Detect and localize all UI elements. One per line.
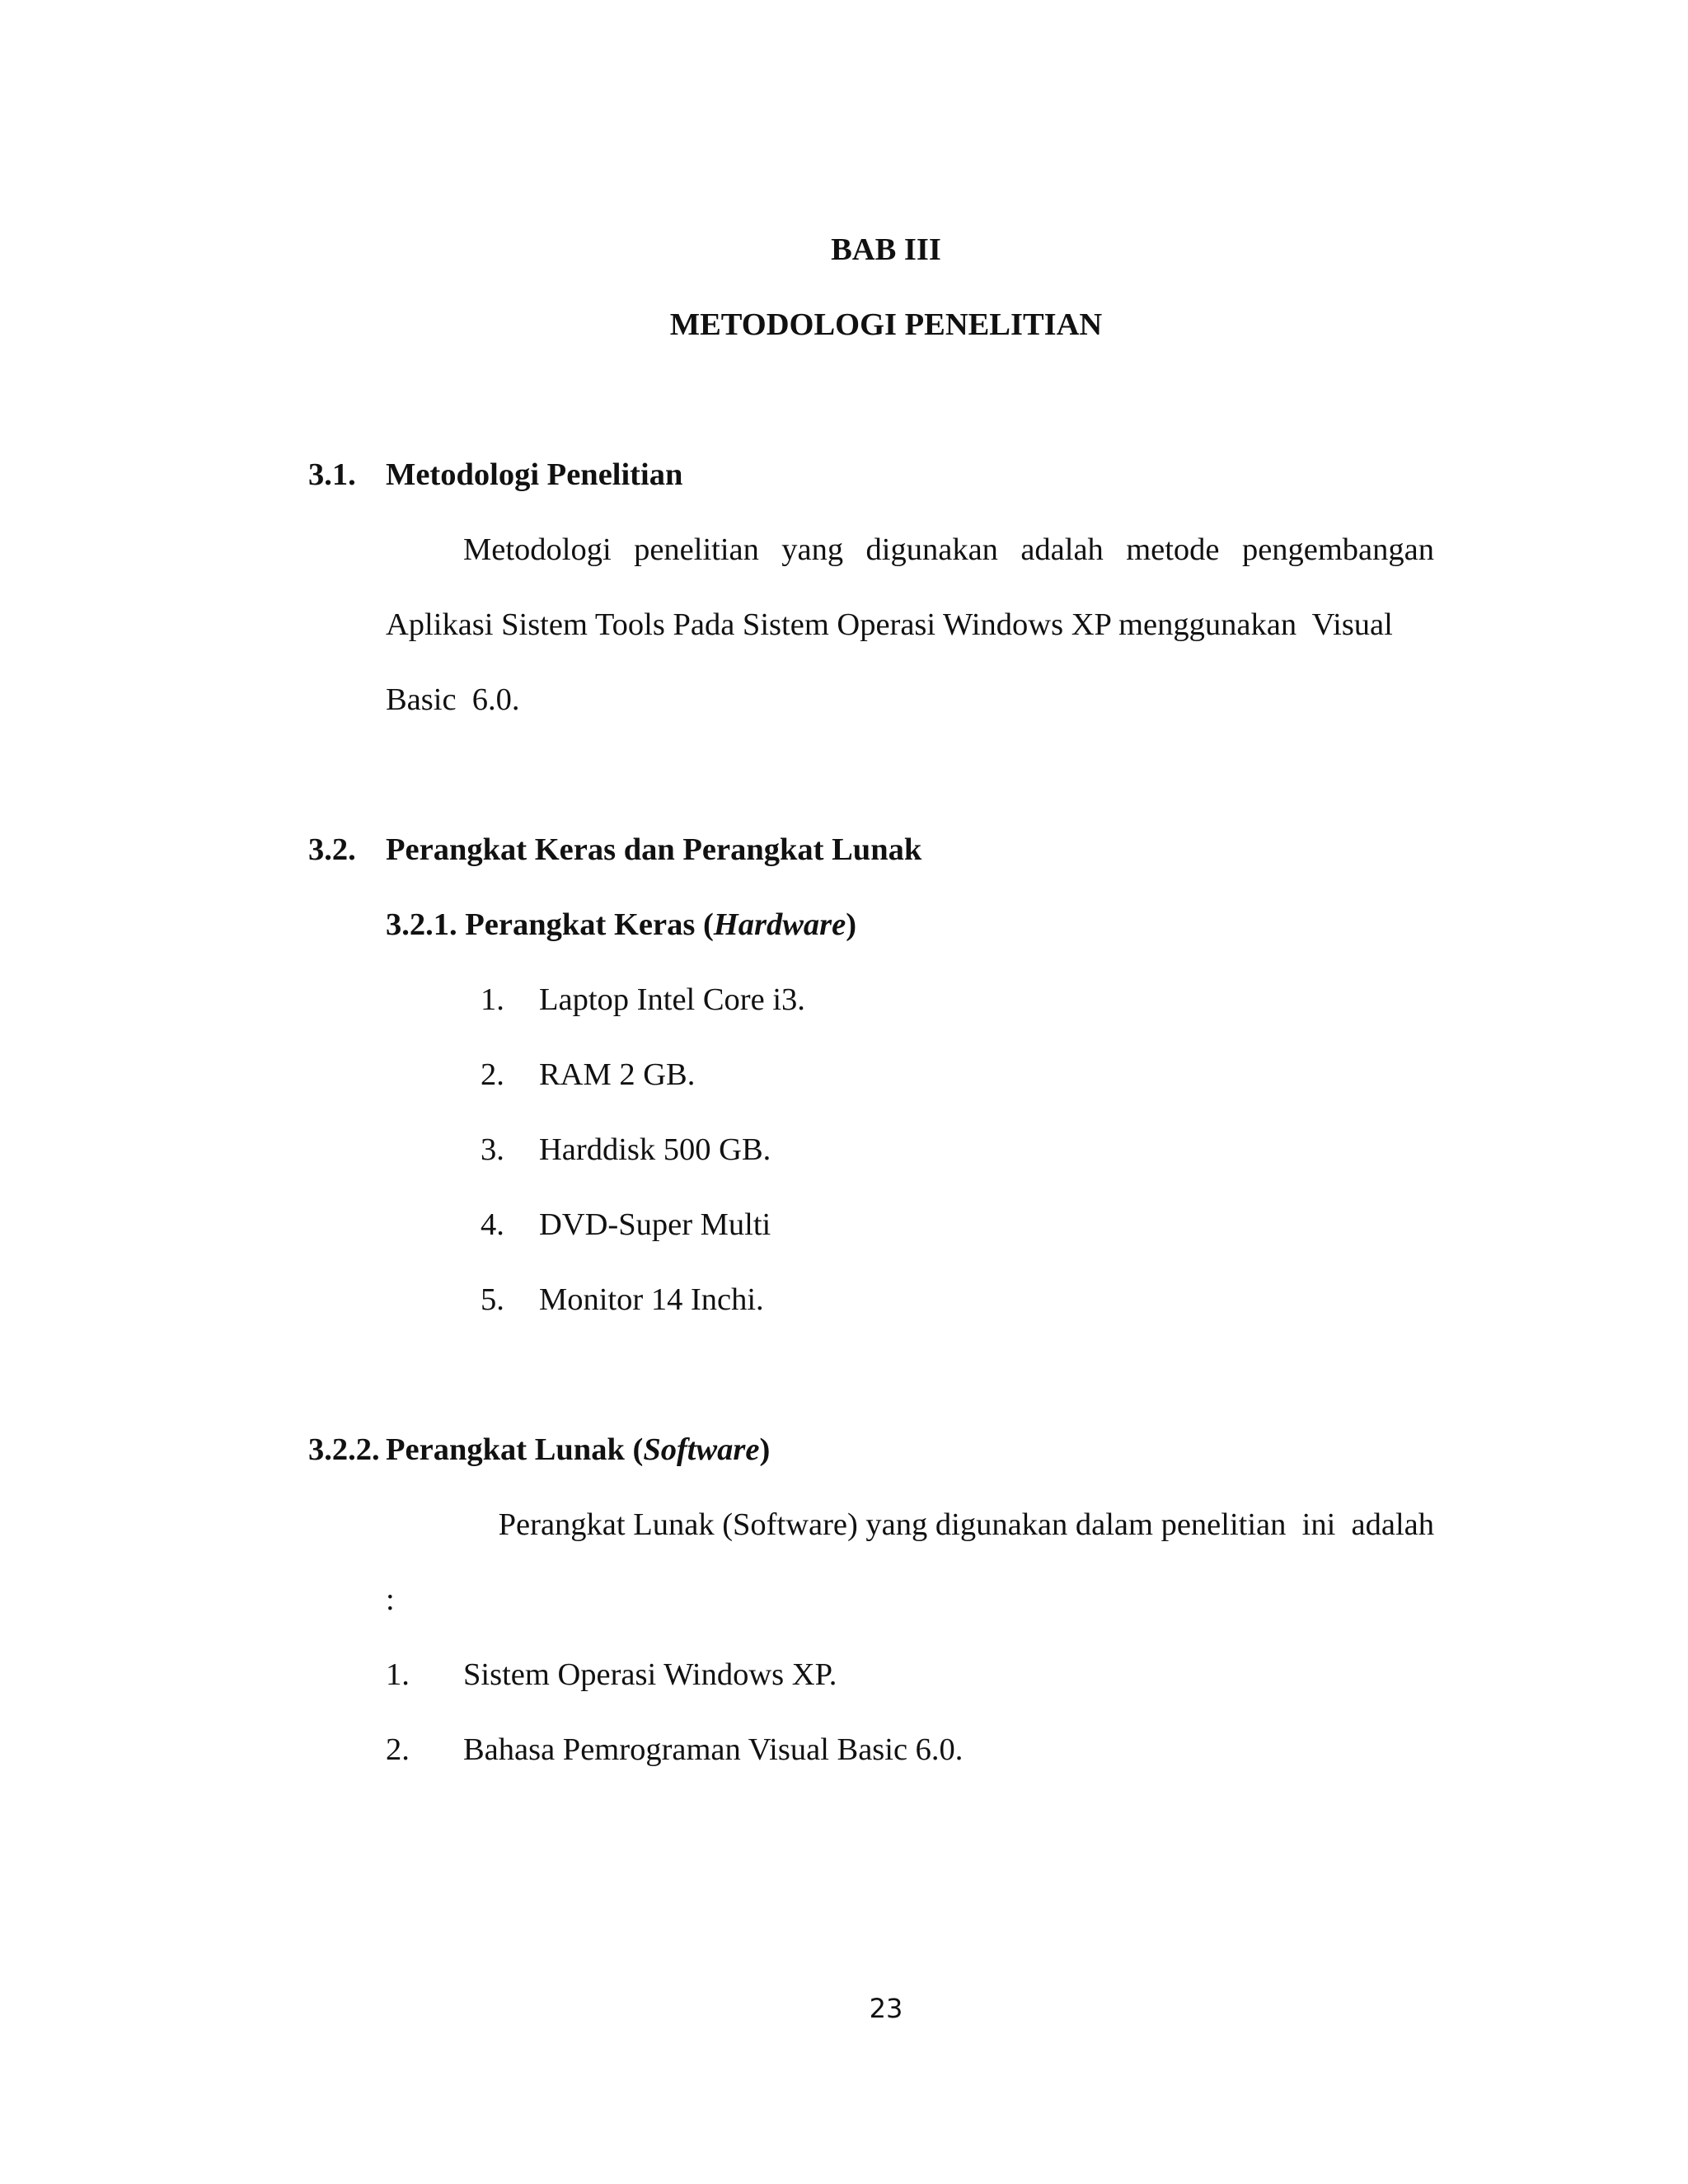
word: penelitian	[634, 532, 759, 567]
chapter-title: METODOLOGI PENELITIAN	[669, 307, 1103, 342]
list-item-number: 5.	[481, 1282, 504, 1317]
list-item-text: Harddisk 500 GB.	[539, 1132, 771, 1167]
heading-prefix: 3.2.1. Perangkat Keras (	[386, 907, 714, 942]
list-item-text: Laptop Intel Core i3.	[539, 982, 805, 1017]
heading-suffix: )	[759, 1432, 771, 1467]
section-number-3-2-2: 3.2.2.	[308, 1432, 380, 1467]
word: metode	[1126, 532, 1220, 567]
word: digunakan	[865, 532, 998, 567]
list-item-text: Bahasa Pemrograman Visual Basic 6.0.	[463, 1732, 964, 1767]
paragraph-3-1-line-3: Basic 6.0.	[386, 682, 520, 717]
heading-italic: Software	[643, 1432, 760, 1467]
paragraph-3-1-line-1	[463, 531, 1434, 569]
word: Metodologi	[463, 532, 612, 567]
page-number: 23	[869, 1993, 903, 2024]
list-item-text: Sistem Operasi Windows XP.	[463, 1657, 837, 1692]
section-number-3-2: 3.2.	[308, 832, 356, 867]
heading-prefix: Perangkat Lunak (	[386, 1432, 644, 1467]
list-item-number: 1.	[386, 1657, 410, 1692]
paragraph-3-2-2-intro: Perangkat Lunak (Software) yang digunakan dalam penelitian ini adalah	[498, 1507, 1434, 1542]
word: yang	[781, 532, 844, 567]
section-heading-3-1: Metodologi Penelitian	[386, 457, 683, 492]
section-heading-3-2-1	[386, 906, 856, 944]
list-item-number: 1.	[481, 982, 504, 1017]
list-item-text: RAM 2 GB.	[539, 1057, 696, 1092]
list-item-text: DVD-Super Multi	[539, 1207, 771, 1242]
paragraph-3-2-2-colon: :	[386, 1582, 395, 1617]
list-item-number: 4.	[481, 1207, 504, 1242]
paragraph-3-1-line-2: Aplikasi Sistem Tools Pada Sistem Operasi Windows XP menggunakan Visual	[386, 607, 1393, 642]
heading-italic: Hardware	[713, 907, 846, 942]
section-number-3-1: 3.1.	[308, 457, 356, 492]
word: pengembangan	[1241, 532, 1434, 567]
chapter-label: BAB III	[831, 232, 941, 267]
list-item-number: 2.	[481, 1057, 504, 1092]
list-item-text: Monitor 14 Inchi.	[539, 1282, 764, 1317]
section-heading-3-2-2	[386, 1431, 770, 1469]
list-item-number: 2.	[386, 1732, 410, 1767]
section-heading-3-2: Perangkat Keras dan Perangkat Lunak	[386, 832, 922, 867]
heading-suffix: )	[846, 907, 857, 942]
word: adalah	[1020, 532, 1104, 567]
list-item-number: 3.	[481, 1132, 504, 1167]
